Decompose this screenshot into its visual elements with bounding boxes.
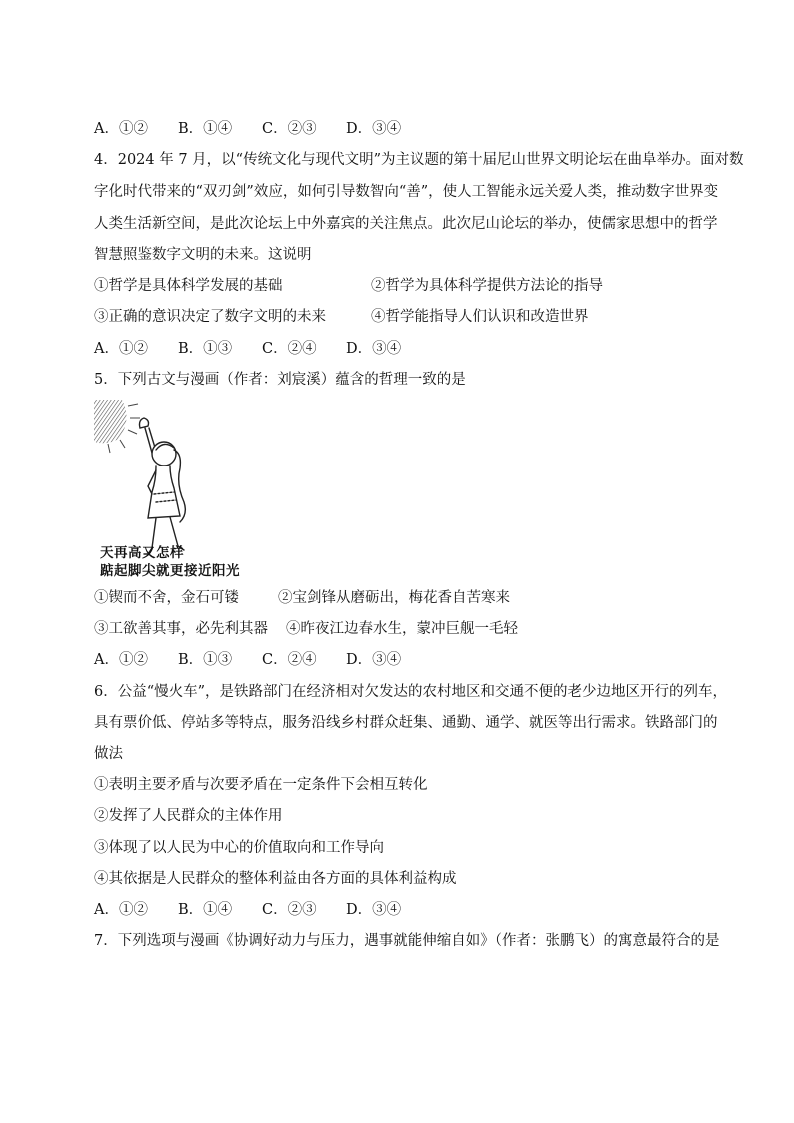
q6-statement-3: ③体现了以人民为中心的价值取向和工作导向 xyxy=(94,840,384,856)
q5-statement-1: ①锲而不舍，金石可镂 xyxy=(94,590,239,606)
q6-options xyxy=(94,900,401,920)
q6-stem-line-2: 具有票价低、停站多等特点，服务沿线乡村群众赶集、通勤、通学、就医等出行需求。铁路部门的 xyxy=(94,715,718,731)
q5-statement-2: ②宝剑锋从磨砺出，梅花香自苦寒来 xyxy=(278,590,510,606)
q6-option-c: C．②③ xyxy=(262,902,317,918)
q6-stem-line-1: 6．公益“慢火车”，是铁路部门在经济相对欠发达的农村地区和交通不便的老少边地区开行的列车， xyxy=(94,684,728,700)
q6-statement-1: ①表明主要矛盾与次要矛盾在一定条件下会相互转化 xyxy=(94,777,428,793)
q4-stem-line-1: 4．2024 年 7 月，以“传统文化与现代文明”为主议题的第十届尼山世界文明论坛在曲阜举办。面对数 xyxy=(94,152,744,168)
q3-option-c: C．②③ xyxy=(262,121,317,137)
q4-option-d: D．③④ xyxy=(346,341,402,357)
q4-option-b: B．①③ xyxy=(178,341,233,357)
q4-stem-line-4: 智慧照鉴数字文明的未来。这说明 xyxy=(94,247,312,263)
q4-stem-line-3: 人类生活新空间，是此次论坛上中外嘉宾的关注焦点。此次尼山论坛的举办，使儒家思想中的哲学 xyxy=(94,216,718,232)
cartoon-caption-line-2: 踮起脚尖就更接近阳光 xyxy=(100,563,240,579)
q3-options xyxy=(94,119,401,139)
q5-question: 5．下列古文与漫画（作者：刘宸溪）蕴含的哲理一致的是 xyxy=(94,372,466,388)
girl-figure xyxy=(140,418,186,554)
q5-statement-4: ④昨夜江边春水生，蒙冲巨舰一毛轻 xyxy=(286,621,518,637)
q5-option-b: B．①③ xyxy=(178,652,233,668)
sun-icon xyxy=(94,400,140,453)
q4-statement-1: ①哲学是具体科学发展的基础 xyxy=(94,278,283,294)
q6-statement-2: ②发挥了人民群众的主体作用 xyxy=(94,808,283,824)
q4-option-c: C．②④ xyxy=(262,341,317,357)
q6-statement-4: ④其依据是人民群众的整体利益由各方面的具体利益构成 xyxy=(94,871,457,887)
q4-option-a: A．①② xyxy=(94,341,148,357)
q5-options xyxy=(94,650,401,670)
q6-option-b: B．①④ xyxy=(178,902,233,918)
q7-question: 7．下列选项与漫画《协调好动力与压力，遇事就能伸缩自如》（作者：张鹏飞）的寓意最符合的是 xyxy=(94,933,720,949)
q5-option-a: A．①② xyxy=(94,652,148,668)
q6-option-a: A．①② xyxy=(94,902,148,918)
q5-option-c: C．②④ xyxy=(262,652,317,668)
q3-option-b: B．①④ xyxy=(178,121,233,137)
q5-option-d: D．③④ xyxy=(346,652,402,668)
cartoon-caption-line-1: 天再高又怎样 xyxy=(100,545,184,561)
q4-options xyxy=(94,339,401,359)
q4-stem-line-2: 字化时代带来的“双刃剑”效应，如何引导数智向“善”，使人工智能永远关爱人类，推动数字世界变 xyxy=(94,184,719,200)
q4-statement-3: ③正确的意识决定了数字文明的未来 xyxy=(94,309,326,325)
q6-stem-line-3: 做法 xyxy=(94,746,123,762)
q3-option-d: D．③④ xyxy=(346,121,402,137)
q5-statement-3: ③工欲善其事，必先利其器 xyxy=(94,621,268,637)
q6-option-d: D．③④ xyxy=(346,902,402,918)
q4-statement-4: ④哲学能指导人们认识和改造世界 xyxy=(371,309,589,325)
q4-statement-2: ②哲学为具体科学提供方法论的指导 xyxy=(371,278,603,294)
q3-option-a: A．①② xyxy=(94,121,148,137)
